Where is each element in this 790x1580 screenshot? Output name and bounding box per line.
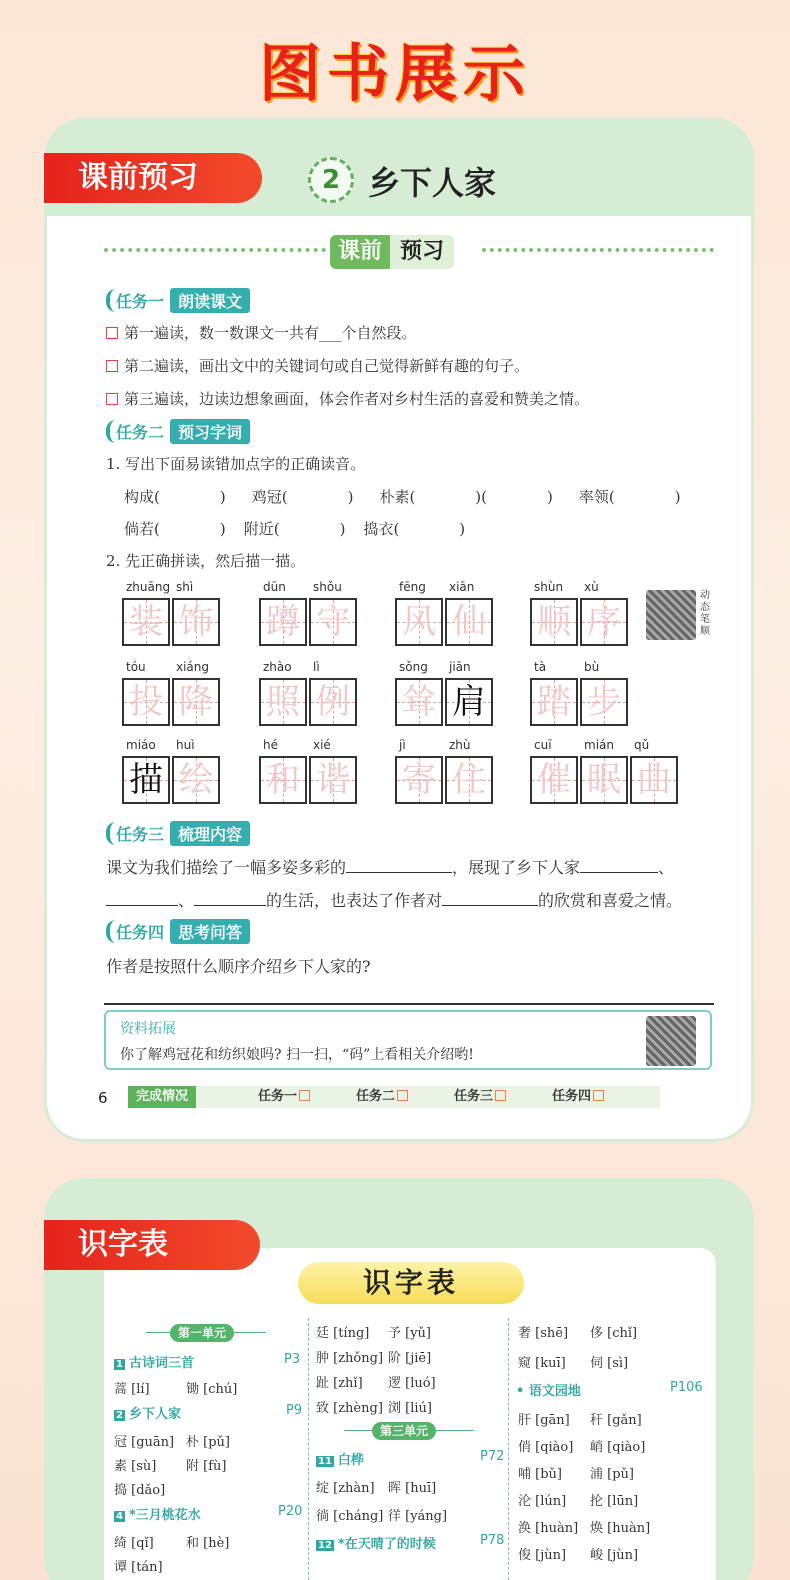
char-entry: 俏 [qiào] [518, 1440, 574, 1455]
dotted-divider-left [104, 248, 326, 254]
pinyin-label: zhào [263, 660, 292, 674]
pinyin-label: huì [176, 738, 195, 752]
task-name: 朗读课文 [170, 288, 250, 313]
tracing-cell[interactable] [309, 598, 357, 646]
qr-label: 动态笔顺 [700, 590, 710, 637]
pinyin-label: hé [263, 738, 278, 752]
tracing-char: 耸 [402, 682, 436, 722]
tracing-char: 住 [452, 760, 486, 800]
tracing-char: 和 [266, 760, 300, 800]
tracing-char: 例 [316, 682, 350, 722]
tracing-cell[interactable] [395, 756, 443, 804]
unit-tag: 第一单元 [170, 1324, 234, 1342]
pinyin-label: xié [313, 738, 331, 752]
pinyin-label: fēng [399, 580, 426, 594]
lesson-number: 2 [308, 157, 354, 203]
blank[interactable] [194, 905, 266, 906]
pinyin-label: xiáng [176, 660, 210, 674]
paren: ) [347, 488, 354, 506]
pinyin-label: jiān [449, 660, 471, 674]
tracing-char: 照 [266, 682, 300, 722]
tracing-cell[interactable] [172, 756, 220, 804]
lesson-name: *三月桃花水 [128, 1508, 201, 1523]
char-entry: 予 [yǔ] [388, 1326, 431, 1341]
tracing-cell[interactable] [580, 678, 628, 726]
paren: ) [339, 520, 346, 538]
tracing-cell[interactable] [122, 598, 170, 646]
char-entry: 绮 [qǐ] [114, 1536, 154, 1551]
tracing-cell[interactable] [630, 756, 678, 804]
pinyin-label: cuī [534, 738, 552, 752]
task-four-header [106, 919, 250, 943]
tracing-cell[interactable] [122, 678, 170, 726]
tracing-char: 眠 [587, 760, 621, 800]
progress-item[interactable] [552, 1086, 604, 1108]
tracing-cell[interactable] [530, 598, 578, 646]
pinyin-label: dūn [263, 580, 286, 594]
lesson-no: 4 [116, 1511, 123, 1522]
column-divider [308, 1318, 309, 1580]
lesson-row [114, 1352, 194, 1371]
pinyin-label: lì [313, 660, 320, 674]
literacy-banner: 识字表 [298, 1262, 524, 1304]
lesson-name: *在天晴了的时候 [337, 1537, 436, 1552]
lesson-row [114, 1403, 181, 1422]
pinyin-label: zhù [449, 738, 471, 752]
tracing-cell[interactable] [445, 756, 493, 804]
extension-title: 资料拓展 [120, 1021, 176, 1037]
summary-text: 的生活，也表达了作者对 [266, 891, 443, 910]
answer-line[interactable] [104, 1003, 714, 1005]
tracing-char: 装 [129, 602, 163, 642]
char-entry: 绽 [zhàn] [316, 1481, 375, 1496]
page-ref: P3 [284, 1352, 301, 1367]
pinyin-label: mián [584, 738, 614, 752]
char-entry: 浦 [pǔ] [590, 1467, 634, 1482]
paren: ) [219, 520, 226, 538]
task-three-header [106, 821, 250, 845]
lesson-no: 2 [116, 1410, 123, 1421]
lesson-title: 乡下人家 [368, 164, 497, 202]
char-entry: 谭 [tán] [114, 1560, 163, 1575]
read-item-text: 第三遍读，边读边想象画面，体会作者对乡村生活的喜爱和赞美之情。 [124, 390, 590, 408]
tracing-char: 寄 [402, 760, 436, 800]
tracing-cell[interactable] [309, 756, 357, 804]
task-one-header [106, 288, 250, 312]
char-entry: 趾 [zhǐ] [316, 1376, 363, 1391]
pinyin-label: zhuāng [126, 580, 171, 594]
tracing-cell[interactable] [580, 756, 628, 804]
summary-line-1 [106, 855, 674, 878]
task-tag: 任务四 [106, 920, 164, 943]
tracing-cell[interactable] [259, 756, 307, 804]
blank[interactable] [346, 872, 452, 873]
tracing-char: 仙 [452, 602, 486, 642]
paren: ) [674, 488, 681, 506]
page-ref: P72 [480, 1449, 505, 1464]
tracing-char: 肩 [452, 682, 486, 722]
tracing-cell[interactable] [530, 756, 578, 804]
tracing-cell[interactable] [580, 598, 628, 646]
checkbox[interactable] [106, 327, 118, 339]
char-entry: 窥 [kuī] [518, 1356, 566, 1371]
task-tag: 任务三 [106, 822, 164, 845]
read-item-2 [106, 355, 529, 376]
dotted-divider-right [482, 248, 714, 254]
pinyin-label: shì [176, 580, 194, 594]
read-item-text: 第一遍读，数一数课文一共有___个自然段。 [124, 324, 417, 342]
progress-item-label: 任务三 [454, 1089, 494, 1104]
checkbox[interactable] [593, 1090, 604, 1101]
garden-title: 语文园地 [528, 1384, 581, 1399]
progress-item[interactable] [454, 1086, 506, 1108]
banner-part-a: 课前 [330, 235, 390, 269]
pinyin-label: sǒng [399, 660, 428, 674]
word-row-2 [124, 518, 465, 539]
char-entry: 伺 [sì] [590, 1356, 629, 1371]
char-entry: 侈 [chǐ] [590, 1326, 638, 1341]
tracing-cell[interactable] [122, 756, 170, 804]
char-entry: 涣 [huàn] [518, 1521, 579, 1536]
tracing-cell[interactable] [309, 678, 357, 726]
page-number: 6 [98, 1089, 108, 1107]
char-entry: 沦 [lún] [518, 1494, 567, 1509]
summary-line-2 [106, 888, 682, 911]
question-2: 2. 先正确拼读，然后描一描。 [106, 552, 306, 570]
pinyin-label: xù [584, 580, 599, 594]
garden-row: • 语文园地 [516, 1384, 581, 1399]
preview-banner [330, 235, 454, 269]
pinyin-label: miáo [126, 738, 156, 752]
progress-item[interactable] [356, 1086, 408, 1108]
extension-text: 你了解鸡冠花和纺织娘吗? 扫一扫，“码”上看相关介绍哟! [120, 1047, 474, 1063]
char-entry: 峭 [qiào] [590, 1440, 646, 1455]
tracing-char: 踏 [537, 682, 571, 722]
lesson-no: 1 [116, 1359, 123, 1370]
char-entry: 阶 [jiē] [388, 1351, 432, 1366]
lesson-name: 古诗词三首 [128, 1356, 194, 1371]
pinyin-label: shǒu [313, 580, 342, 594]
summary-text: 课文为我们描绘了一幅多姿多彩的 [106, 858, 347, 877]
lesson-name: 乡下人家 [128, 1407, 181, 1422]
progress-item-label: 任务四 [552, 1089, 592, 1104]
char-entry: 秆 [gǎn] [590, 1413, 642, 1428]
task-two-header [106, 419, 250, 443]
read-item-3 [106, 388, 589, 409]
tracing-char: 风 [402, 602, 436, 642]
read-item-1 [106, 322, 417, 343]
word: 率领( [578, 488, 615, 506]
char-entry: 致 [zhèng] [316, 1401, 383, 1416]
task-name: 预习字词 [170, 419, 250, 444]
qr-code-icon[interactable] [646, 1016, 696, 1066]
tracing-cell[interactable] [395, 678, 443, 726]
paren: ) [547, 488, 553, 506]
page-title: 图书展示 [258, 37, 531, 110]
summary-text: 、 [178, 891, 195, 910]
tracing-char: 曲 [637, 760, 671, 800]
word-row-1 [124, 486, 681, 507]
summary-text: 的欣赏和喜爱之情。 [538, 891, 683, 910]
tracing-char: 描 [129, 760, 163, 800]
lesson-no: 12 [318, 1540, 332, 1551]
task-name: 梳理内容 [170, 821, 250, 846]
blank[interactable] [106, 905, 178, 906]
tracing-cell[interactable] [445, 678, 493, 726]
progress-item-label: 任务一 [258, 1089, 298, 1104]
word: 倘若( [124, 520, 160, 538]
word: 附近( [243, 520, 280, 538]
char-entry: 蒿 [lí] [114, 1382, 150, 1397]
progress-item[interactable] [258, 1086, 310, 1108]
task-name: 思考问答 [170, 919, 250, 944]
unit-tag: 第三单元 [372, 1422, 436, 1440]
char-entry: 抡 [lūn] [590, 1494, 639, 1509]
question-1: 1. 写出下面易读错加点字的正确读音。 [106, 455, 366, 473]
extension-box [104, 1010, 712, 1070]
tracing-char: 催 [537, 760, 571, 800]
pinyin-label: shùn [534, 580, 564, 594]
lesson-row [316, 1449, 364, 1468]
pinyin-label: jì [399, 738, 406, 752]
progress-item-label: 任务二 [356, 1089, 396, 1104]
qr-code-icon[interactable] [646, 590, 696, 640]
section-tab-literacy: 识字表 [44, 1220, 260, 1270]
progress-bar [128, 1086, 660, 1108]
lesson-name: 白桦 [337, 1453, 364, 1468]
char-entry: 素 [sù] [114, 1459, 157, 1474]
section-tab-preview: 课前预习 [44, 153, 262, 203]
page-ref: P20 [278, 1504, 303, 1519]
char-entry: 朴 [pǔ] [186, 1435, 230, 1450]
pinyin-label: xiān [449, 580, 475, 594]
lesson-no: 11 [318, 1456, 332, 1467]
summary-text: ，展现了乡下人家 [452, 858, 581, 877]
checkbox[interactable] [299, 1090, 310, 1101]
page-ref: P9 [286, 1403, 303, 1418]
char-entry: 徜 [cháng] [316, 1509, 384, 1524]
tracing-char: 蹲 [266, 602, 300, 642]
pinyin-label: qǔ [634, 738, 650, 752]
pinyin-label: bù [584, 660, 600, 674]
char-entry: 哺 [bǔ] [518, 1467, 562, 1482]
tracing-char: 顺 [537, 602, 571, 642]
word: 朴素( [379, 488, 416, 506]
char-entry: 俊 [jùn] [518, 1548, 567, 1563]
char-entry: 冠 [guān] [114, 1435, 175, 1450]
word: 构成( [124, 488, 160, 506]
tracing-cell[interactable] [172, 678, 220, 726]
char-entry: 肝 [gān] [518, 1413, 570, 1428]
summary-text: 、 [658, 858, 675, 877]
tracing-char: 绘 [179, 760, 213, 800]
checkbox[interactable] [106, 393, 118, 405]
tracing-char: 步 [587, 682, 621, 722]
tracing-char: 投 [129, 682, 163, 722]
word: 鸡冠( [251, 488, 288, 506]
tracing-char: 饰 [179, 602, 213, 642]
tracing-char: 谐 [316, 760, 350, 800]
char-entry: 浏 [liú] [388, 1401, 432, 1416]
question-text: 作者是按照什么顺序介绍乡下人家的? [106, 957, 371, 976]
char-entry: 锄 [chú] [186, 1382, 238, 1397]
progress-label: 完成情况 [128, 1086, 196, 1108]
char-entry: 肿 [zhǒng] [316, 1351, 384, 1366]
tracing-cell[interactable] [259, 678, 307, 726]
checkbox[interactable] [397, 1090, 408, 1101]
char-entry: 附 [fù] [186, 1459, 227, 1474]
page-ref: P106 [670, 1380, 703, 1395]
tracing-cell[interactable] [395, 598, 443, 646]
checkbox[interactable] [495, 1090, 506, 1101]
lesson-row [316, 1533, 436, 1552]
blank[interactable] [442, 905, 538, 906]
page-ref: P78 [480, 1533, 505, 1548]
task-tag: 任务一 [106, 289, 164, 312]
char-entry: 捣 [dǎo] [114, 1483, 166, 1498]
char-entry: 逻 [luó] [388, 1376, 436, 1391]
paren: )( [475, 488, 488, 506]
tracing-cell[interactable] [259, 598, 307, 646]
tracing-char: 序 [587, 602, 621, 642]
char-entry: 和 [hè] [186, 1536, 230, 1551]
char-entry: 晖 [huī] [388, 1481, 437, 1496]
blank[interactable] [580, 872, 658, 873]
char-entry: 廷 [tíng] [316, 1326, 370, 1341]
tracing-char: 降 [179, 682, 213, 722]
checkbox[interactable] [106, 360, 118, 372]
char-entry: 徉 [yáng] [388, 1509, 448, 1524]
char-entry: 峻 [jùn] [590, 1548, 639, 1563]
tracing-cell[interactable] [445, 598, 493, 646]
read-item-text: 第二遍读，画出文中的关键词句或自己觉得新鲜有趣的句子。 [124, 357, 530, 375]
tracing-cell[interactable] [172, 598, 220, 646]
pinyin-label: tóu [126, 660, 146, 674]
task-tag: 任务二 [106, 420, 164, 443]
tracing-char: 守 [316, 602, 350, 642]
lesson-row [114, 1504, 201, 1523]
paren: ) [219, 488, 226, 506]
column-divider [508, 1318, 509, 1580]
banner-part-b: 预习 [390, 235, 454, 269]
tracing-cell[interactable] [530, 678, 578, 726]
char-entry: 奢 [shē] [518, 1326, 569, 1341]
pinyin-label: tà [534, 660, 547, 674]
char-entry: 焕 [huàn] [590, 1521, 651, 1536]
word: 捣衣( [363, 520, 400, 538]
paren: ) [459, 520, 466, 538]
